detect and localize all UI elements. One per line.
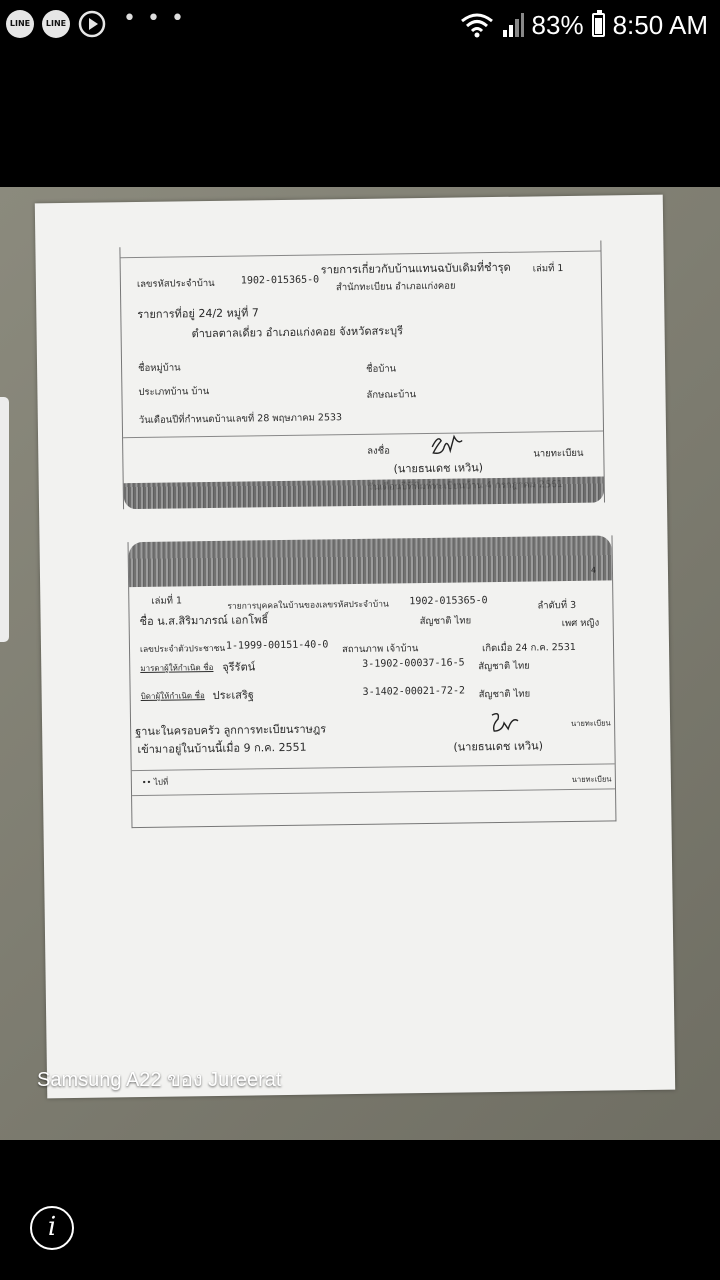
doc2-father-nat: สัญชาติ ไทย bbox=[478, 688, 531, 701]
doc1-house-type: ประเภทบ้าน บ้าน bbox=[138, 386, 210, 398]
signature-icon bbox=[486, 709, 524, 734]
info-button[interactable]: i bbox=[30, 1206, 74, 1250]
person-registration-document bbox=[128, 535, 617, 828]
doc1-house-code-label: เลขรหัสประจำบ้าน bbox=[136, 277, 215, 291]
battery-percent: 83% bbox=[531, 9, 584, 40]
doc2-id-label: เลขประจำตัวประชาชน bbox=[139, 643, 226, 656]
device-watermark: Samsung A22 ของ Jureerat bbox=[37, 1069, 282, 1091]
doc2-id-number: 1-1999-00151-40-0 bbox=[225, 639, 329, 652]
doc2-father-label: บิดาผู้ให้กำเนิด ชื่อ bbox=[140, 691, 205, 701]
doc1-book-no: เล่มที่ 1 bbox=[532, 263, 564, 275]
doc2-name: ชื่อ น.ส.สิริมาภรณ์ เอกโพธิ์ bbox=[139, 613, 269, 629]
doc2-mother-label: มารดาผู้ให้กำเนิด ชื่อ bbox=[140, 662, 214, 673]
doc2-registrar-title2: นายทะเบียน bbox=[571, 774, 612, 784]
doc2-book-no: เล่มที่ 1 bbox=[151, 595, 183, 607]
doc1-village-label: ชื่อหมู่บ้าน bbox=[138, 362, 181, 375]
doc2-mother-id: 3-1902-00037-16-5 bbox=[362, 657, 465, 670]
doc2-sex: เพศ หญิง bbox=[561, 617, 600, 630]
house-registration-document bbox=[119, 241, 605, 510]
doc2-status: สถานภาพ เจ้าบ้าน bbox=[341, 643, 419, 656]
doc1-address-line1: รายการที่อยู่ 24/2 หมู่ที่ 7 bbox=[137, 306, 259, 322]
doc2-note2: เข้ามาอยู่ในบ้านนี้เมื่อ 9 ก.ค. 2551 bbox=[137, 740, 307, 757]
doc2-seq-no: ลำดับที่ 3 bbox=[537, 599, 577, 612]
signal-icon bbox=[502, 12, 524, 38]
doc2-registrar-title: นายทะเบียน bbox=[571, 718, 611, 728]
doc2-note1: ฐานะในครอบครัว ลูกการทะเบียนราษฎร bbox=[135, 722, 327, 739]
document-paper bbox=[35, 195, 675, 1099]
more-dots-icon: • • • bbox=[123, 6, 186, 31]
doc2-moved-label: •• ไปที่ bbox=[141, 777, 169, 787]
doc2-birth: เกิดเมื่อ 24 ก.ค. 2531 bbox=[481, 641, 576, 655]
doc2-father-id: 3-1402-00021-72-2 bbox=[362, 685, 466, 698]
doc1-registrar-title: นายทะเบียน bbox=[533, 447, 584, 460]
signature-icon bbox=[428, 432, 466, 457]
doc1-date-assigned: วันเดือนปีที่กำหนดบ้านเลขที่ 28 พฤษภาคม 2533 bbox=[138, 412, 343, 426]
wifi-icon bbox=[460, 11, 494, 39]
edge-panel-handle[interactable] bbox=[0, 397, 9, 642]
doc2-mother-nat: สัญชาติ ไทย bbox=[478, 660, 530, 673]
battery-icon bbox=[592, 13, 605, 37]
doc2-nationality: สัญชาติ ไทย bbox=[419, 615, 472, 628]
play-icon bbox=[78, 10, 106, 38]
doc1-house-code: 1902-015365-0 bbox=[240, 274, 320, 287]
line-app-icon: LINE bbox=[6, 10, 34, 38]
doc1-address-line2: ตำบลตาลเดี่ยว อำเภอแก่งคอย จังหวัดสระบุรี bbox=[191, 324, 404, 341]
doc2-house-code: 1902-015365-0 bbox=[409, 595, 488, 608]
doc2-registrar-name: (นายธนเดช เหวิน) bbox=[453, 739, 544, 754]
doc1-house-feature-label: ลักษณะบ้าน bbox=[366, 389, 417, 401]
status-bar bbox=[0, 0, 720, 50]
line-app-icon: LINE bbox=[42, 10, 70, 38]
doc1-house-name-label: ชื่อบ้าน bbox=[366, 363, 397, 375]
doc2-mother-name: จุรีรัตน์ bbox=[222, 660, 256, 674]
doc2-father-name: ประเสริฐ bbox=[212, 688, 255, 702]
doc2-page-no: 4 bbox=[590, 565, 597, 575]
doc1-registrar-name: (นายธนเดช เหวิน) bbox=[393, 461, 484, 476]
photo-image bbox=[0, 187, 720, 1140]
clock: 8:50 AM bbox=[612, 9, 708, 40]
doc2-persons-label: รายการบุคคลในบ้านของเลขรหัสประจำบ้าน bbox=[227, 599, 389, 612]
doc1-registry-office: สำนักทะเบียน อำเภอแก่งคอย bbox=[335, 280, 456, 294]
doc1-title: รายการเกี่ยวกับบ้านแทนฉบับเดิมที่ชำรุด bbox=[320, 260, 511, 277]
doc1-signed-label: ลงชื่อ bbox=[367, 445, 390, 457]
